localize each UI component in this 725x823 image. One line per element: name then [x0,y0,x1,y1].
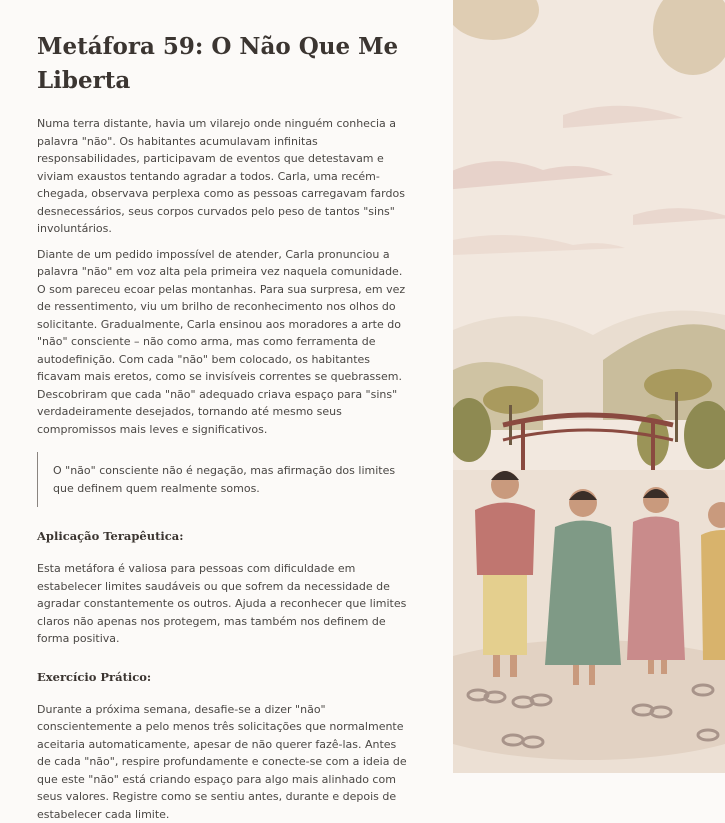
quote-block [37,452,413,507]
story-paragraph-1: Numa terra distante, havia um vilarejo onde ninguém conhecia a palavra "não". Os habitantes acumulavam infinitas responsabilidades, participavam de eventos que detestavam e viviam exaustos tentando agradar a todos. Carla, uma recém-chegada, observava perplexa como as pessoas carregavam fardos desnecessários, seus corpos curvados pelo peso de tantos "sins" involuntários. [37,115,413,238]
story-paragraph-2: Diante de um pedido impossível de atender, Carla pronunciou a palavra "não" em voz alta pela primeira vez naquela comunidade. O som pareceu ecoar pelas montanhas. Para sua surpresa, em vez de ressentimento, viu um brilho de reconhecimento nos olhos do solicitante. Gradualmente, Carla ensinou aos moradores a arte do "não" consciente – não como arma, mas como ferramenta de autodefinição. Com cada "não" bem colocado, os habitantes ficavam mais eretos, como se invisíveis correntes se quebrassem. Descobriram que cada "não" adequado criava espaço para "sins" verdadeiramente desejados, tornando até mesmo seus compromissos mais leves e significativos. [37,246,413,439]
page-title: Metáfora 59: O Não Que Me Liberta [37,30,413,98]
village-people-illustration-icon [453,0,725,773]
therapeutic-heading: Aplicação Terapêutica: [37,529,413,543]
quote-text: O "não" consciente não é negação, mas afirmação dos limites que definem quem realmente somos. [53,462,399,497]
illustration-panel [453,0,725,773]
therapeutic-text: Esta metáfora é valiosa para pessoas com dificuldade em estabelecer limites saudáveis ou que sofrem da necessidade de agradar constantemente os outros. Ajuda a reconhecer que limites claros não apenas nos protegem, mas também nos definem de forma positiva. [37,560,413,648]
exercise-heading: Exercício Prático: [37,670,413,684]
exercise-text: Durante a próxima semana, desafie-se a dizer "não" conscientemente a pelo menos três solicitações que normalmente aceitaria automaticamente, apesar de não querer fazê-las. Antes de cada "não", respire profundamente e conecte-se com a ideia de que este "não" está criando espaço para algo mais alinhado com seus valores. Registre como se sentiu antes, durante e depois de estabelecer cada limite. [37,701,413,823]
